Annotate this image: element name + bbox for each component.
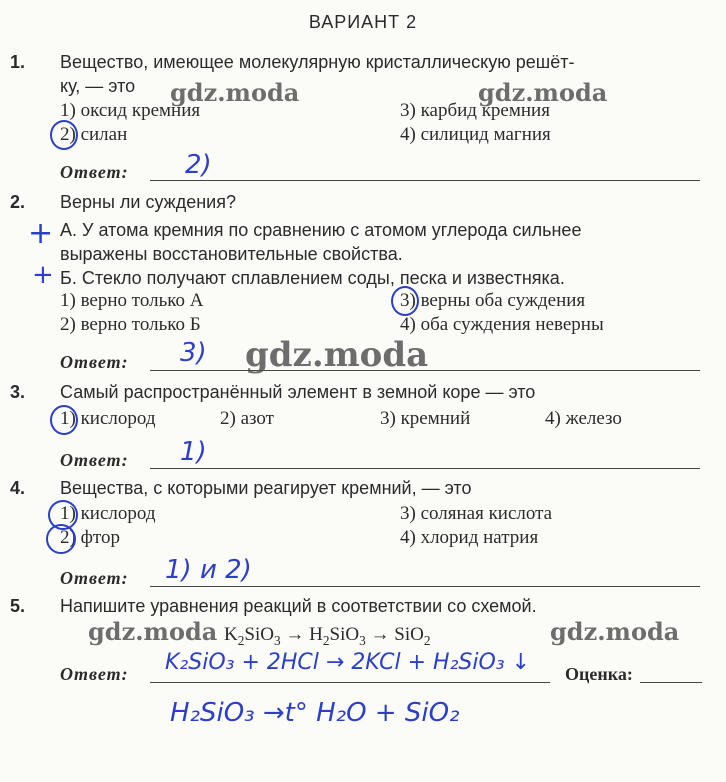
q1-answer-label: Ответ: — [60, 162, 129, 182]
q2-option-2: 2) верно только Б — [60, 314, 201, 335]
q3-handwritten-answer: 1) — [180, 437, 207, 467]
q4-selected-circle-2 — [46, 524, 76, 554]
q4-answer-line — [150, 586, 700, 587]
q3-answer-line — [150, 468, 700, 469]
q1-text-line1: Вещество, имеющее молекулярную кристаллическую решёт- — [60, 52, 575, 72]
grade-label: Оценка: — [565, 664, 633, 684]
watermark-1: gdz.moda — [170, 78, 300, 107]
watermark-4: gdz.moda — [88, 617, 218, 646]
q3-selected-circle — [50, 405, 78, 435]
q4-option-3: 3) соляная кислота — [400, 503, 553, 524]
q2-selected-circle — [391, 286, 419, 316]
q2-statement-a-line2: выражены восстановительные свойства. — [60, 244, 403, 264]
q2-option-4: 4) оба суждения неверны — [400, 314, 604, 335]
variant-title: ВАРИАНТ 2 — [308, 12, 418, 32]
q2-statement-b: Б. Стекло получают сплавлением соды, песка и известняка. — [60, 268, 565, 288]
q5-handwritten-answer-line2: H₂SiO₃ →t° H₂O + SiO₂ — [170, 698, 460, 728]
q2-handwritten-answer: 3) — [180, 338, 207, 368]
watermark-2: gdz.moda — [478, 78, 608, 107]
q3-option-3: 3) кремний — [380, 408, 471, 429]
q3-option-4: 4) железо — [545, 408, 622, 429]
q5-handwritten-answer-line1: K₂SiO₃ + 2HCl → 2KCl + H₂SiO₃ ↓ — [165, 650, 531, 675]
q2-statement-a-line1: А. У атома кремния по сравнению с атомом углерода сильнее — [60, 220, 582, 240]
q5-answer-line — [150, 682, 550, 683]
q5-number: 5. — [10, 596, 26, 616]
q5-text: Напишите уравнения реакций в соответствии со схемой. — [60, 596, 537, 616]
q3-option-2: 2) азот — [220, 408, 274, 429]
watermark-5: gdz.moda — [550, 617, 680, 646]
q2-mark-b: + — [32, 260, 54, 290]
q1-option-4: 4) силицид магния — [400, 124, 551, 145]
q2-option-3: 3) верны оба суждения — [400, 290, 586, 311]
q2-number: 2. — [10, 192, 26, 212]
grade-line — [640, 682, 702, 683]
q5-answer-label: Ответ: — [60, 664, 129, 684]
q4-option-1: 1) кислород — [60, 503, 156, 524]
q4-option-4: 4) хлорид натрия — [400, 527, 539, 548]
q1-text-line2: ку, — это — [60, 76, 136, 96]
q3-text: Самый распространённый элемент в земной коре — это — [60, 382, 536, 402]
q4-handwritten-answer: 1) и 2) — [165, 555, 252, 585]
q2-text: Верны ли суждения? — [60, 192, 236, 212]
q1-selected-circle — [50, 120, 78, 150]
q1-answer-line — [150, 180, 700, 181]
watermark-3: gdz.moda — [245, 335, 429, 375]
q3-number: 3. — [10, 382, 26, 402]
q2-option-1: 1) верно только А — [60, 290, 204, 311]
q4-answer-label: Ответ: — [60, 568, 129, 588]
q3-option-1: 1) кислород — [60, 408, 156, 429]
q3-answer-label: Ответ: — [60, 450, 129, 470]
q1-handwritten-answer: 2) — [185, 150, 212, 180]
q4-number: 4. — [10, 478, 26, 498]
q4-text: Вещества, с которыми реагирует кремний, — это — [60, 478, 472, 498]
q5-scheme: $K_2SiO_3 \to H_2SiO_3 \to SiO_2$ — [224, 624, 431, 648]
q1-number: 1. — [10, 52, 26, 72]
q4-option-2: 2) фтор — [60, 527, 120, 548]
q2-mark-a: + — [28, 216, 54, 251]
q1-option-3: 3) карбид кремния — [400, 100, 550, 121]
q1-option-2: 2) силан — [60, 124, 128, 145]
q1-option-1: 1) оксид кремния — [60, 100, 201, 121]
q2-answer-label: Ответ: — [60, 352, 129, 372]
